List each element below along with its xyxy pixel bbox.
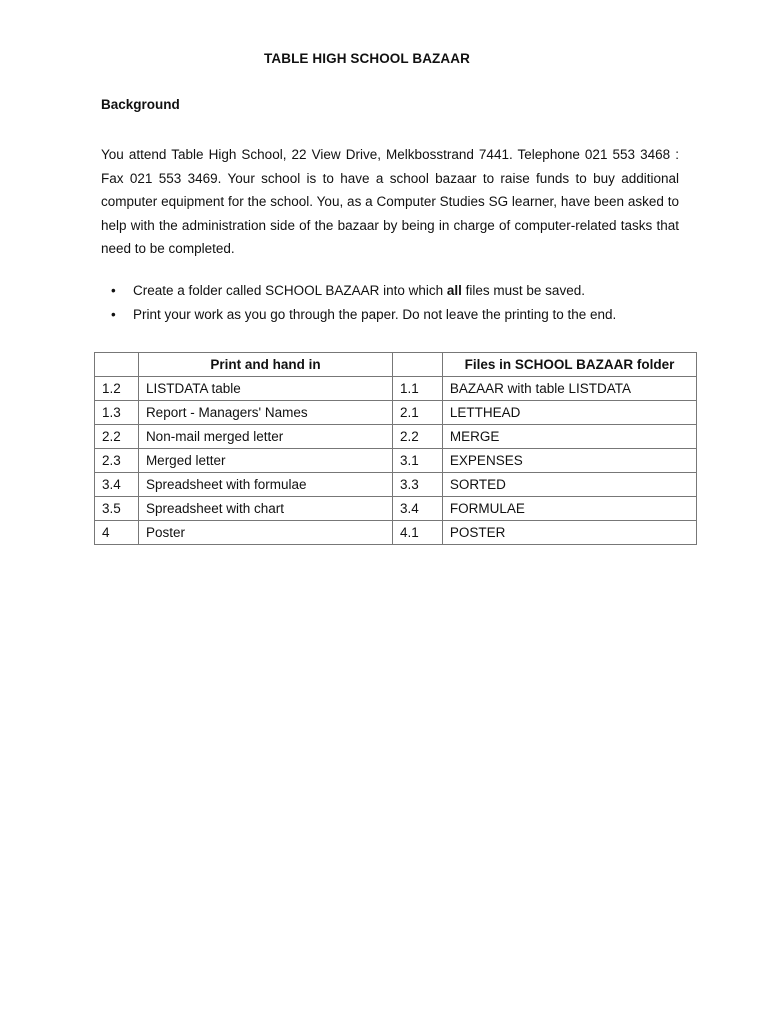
- print-item: Poster: [138, 521, 392, 545]
- instruction-item: [101, 281, 701, 305]
- print-item: Spreadsheet with chart: [138, 497, 392, 521]
- file-question-number: 4.1: [393, 521, 443, 545]
- header-files-in-folder: Files in SCHOOL BAZAAR folder: [442, 353, 696, 377]
- section-heading: Background: [101, 97, 180, 112]
- print-question-number: 2.2: [95, 425, 139, 449]
- table-row: [95, 449, 697, 473]
- table-row: [95, 521, 697, 545]
- header-print-number: [95, 353, 139, 377]
- file-question-number: 2.2: [393, 425, 443, 449]
- table-header-row: [95, 353, 697, 377]
- print-question-number: 1.3: [95, 401, 139, 425]
- file-name: SORTED: [442, 473, 696, 497]
- file-name: POSTER: [442, 521, 696, 545]
- table-row: [95, 377, 697, 401]
- print-item: LISTDATA table: [138, 377, 392, 401]
- file-name: MERGE: [442, 425, 696, 449]
- table-row: [95, 425, 697, 449]
- instruction-emphasis: all: [446, 283, 462, 298]
- instruction-text: Print your work as you go through the paper. Do not leave the printing to the end.: [133, 307, 617, 322]
- deliverables-table: [94, 352, 697, 545]
- print-question-number: 2.3: [95, 449, 139, 473]
- table-row: [95, 497, 697, 521]
- document-title: TABLE HIGH SCHOOL BAZAAR: [264, 51, 470, 66]
- instruction-list: [101, 281, 701, 329]
- header-print-and-hand-in: Print and hand in: [138, 353, 392, 377]
- print-item: Merged letter: [138, 449, 392, 473]
- bullet-icon: •: [111, 307, 116, 322]
- instruction-text: Create a folder called SCHOOL BAZAAR into which: [133, 283, 447, 298]
- print-question-number: 1.2: [95, 377, 139, 401]
- bullet-icon: •: [111, 283, 116, 298]
- header-file-number: [393, 353, 443, 377]
- file-name: FORMULAE: [442, 497, 696, 521]
- file-question-number: 3.4: [393, 497, 443, 521]
- file-question-number: 3.3: [393, 473, 443, 497]
- print-item: Non-mail merged letter: [138, 425, 392, 449]
- print-question-number: 3.5: [95, 497, 139, 521]
- print-question-number: 4: [95, 521, 139, 545]
- file-name: LETTHEAD: [442, 401, 696, 425]
- table-row: [95, 401, 697, 425]
- instruction-item: [101, 305, 701, 329]
- instruction-text-end: files must be saved.: [461, 283, 585, 298]
- print-item: Report - Managers' Names: [138, 401, 392, 425]
- file-question-number: 3.1: [393, 449, 443, 473]
- file-name: BAZAAR with table LISTDATA: [442, 377, 696, 401]
- table-row: [95, 473, 697, 497]
- file-name: EXPENSES: [442, 449, 696, 473]
- file-question-number: 1.1: [393, 377, 443, 401]
- print-question-number: 3.4: [95, 473, 139, 497]
- print-item: Spreadsheet with formulae: [138, 473, 392, 497]
- file-question-number: 2.1: [393, 401, 443, 425]
- intro-paragraph: You attend Table High School, 22 View Drive, Melkbosstrand 7441. Telephone 021 553 3468 : Fax 021 553 3469. Your school is to have a school bazaar to raise funds to buy additional computer equipment for the school. You, as a Computer Studies SG learner, have been asked to help with the administration side of the bazaar by being in charge of computer-related tasks that need to be completed.: [101, 147, 679, 256]
